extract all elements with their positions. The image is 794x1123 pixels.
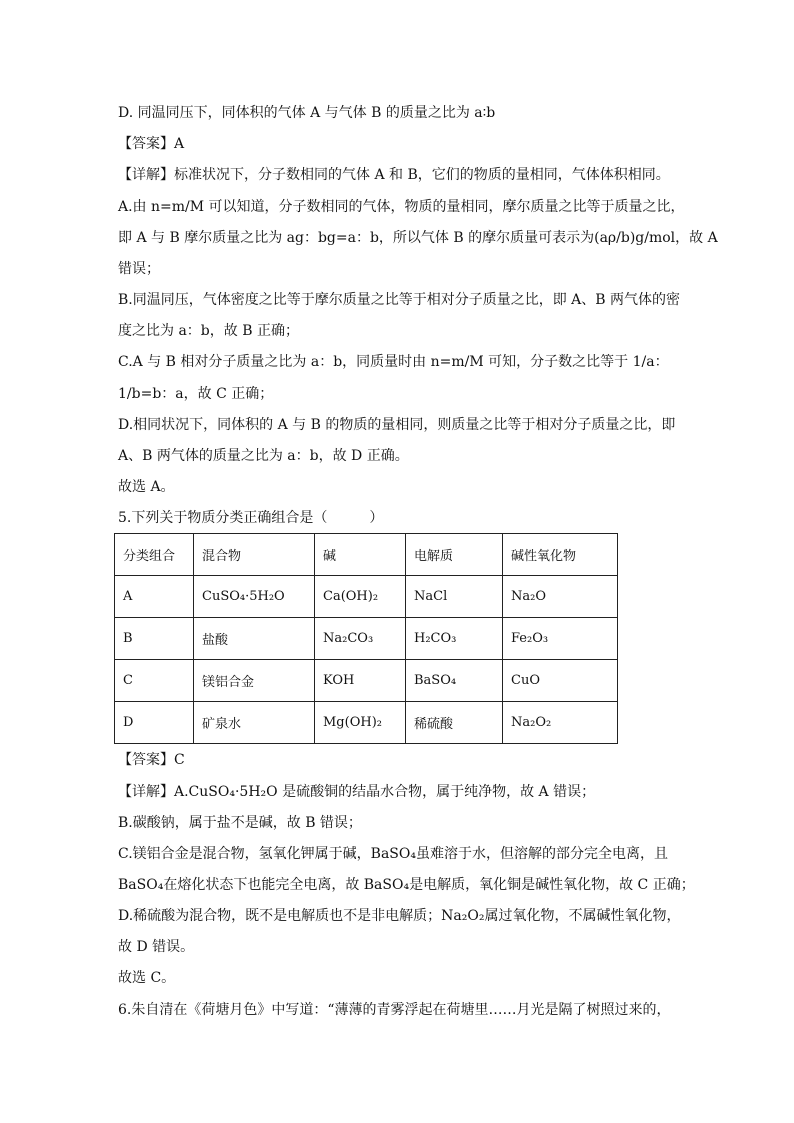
table-header-cell: 碱 [315, 534, 406, 576]
text-line: 1/b=b：a，故 C 正确； [118, 386, 274, 402]
table-row [115, 702, 618, 744]
table-cell: D [115, 702, 194, 744]
text-line: 即 A 与 B 摩尔质量之比为 ag：bg=a：b，所以气体 B 的摩尔质量可表示为(aρ/b)g/mol，故 A [118, 230, 718, 246]
table-cell: Mg(OH)₂ [315, 702, 406, 744]
table-cell: Ca(OH)₂ [315, 576, 406, 618]
table-cell: Na₂CO₃ [315, 618, 406, 660]
text-line: D.相同状况下，同体积的 A 与 B 的物质的量相同，则质量之比等于相对分子质量之比，即 [118, 417, 676, 433]
table-cell: C [115, 660, 194, 702]
text-line: 【详解】标准状况下，分子数相同的气体 A 和 B，它们的物质的量相同，气体体积相同。 [118, 167, 670, 183]
text-line: B.同温同压，气体密度之比等于摩尔质量之比等于相对分子质量之比，即 A、B 两气体的密 [118, 292, 681, 308]
table-cell: A [115, 576, 194, 618]
text-line: 【答案】A [118, 136, 185, 152]
table-header-cell: 碱性氧化物 [503, 534, 618, 576]
table-cell: Na₂O [503, 576, 618, 618]
text-line: 5.下列关于物质分类正确组合是（ ） [118, 510, 384, 526]
text-line: 故 D 错误。 [118, 939, 195, 955]
table-row [115, 660, 618, 702]
text-line: A.由 n=m/M 可以知道，分子数相同的气体，物质的量相同，摩尔质量之比等于质量之比， [118, 199, 685, 215]
text-line: C.A 与 B 相对分子质量之比为 a：b，同质量时由 n=m/M 可知，分子数之比等于 1/a： [118, 354, 669, 370]
table-header-row [115, 534, 618, 576]
table-cell: CuSO₄·5H₂O [194, 576, 315, 618]
text-line: 度之比为 a：b，故 B 正确； [118, 323, 299, 339]
text-line: D.稀硫酸为混合物，既不是电解质也不是非电解质；Na₂O₂属过氧化物，不属碱性氧化物， [118, 908, 681, 924]
table-cell: CuO [503, 660, 618, 702]
text-line: D. 同温同压下，同体积的气体 A 与气体 B 的质量之比为 a∶b [118, 105, 496, 121]
text-line: A、B 两气体的质量之比为 a：b，故 D 正确。 [118, 448, 409, 464]
classification-table [114, 533, 618, 744]
table-cell: B [115, 618, 194, 660]
table-cell: Fe₂O₃ [503, 618, 618, 660]
table-cell: 稀硫酸 [406, 702, 503, 744]
table-cell: H₂CO₃ [406, 618, 503, 660]
table-cell: 镁铝合金 [194, 660, 315, 702]
text-line: 【详解】A.CuSO₄·5H₂O 是硫酸铜的结晶水合物，属于纯净物，故 A 错误； [118, 784, 596, 800]
text-line: 故选 A。 [118, 479, 175, 495]
table-cell: 矿泉水 [194, 702, 315, 744]
text-line: 6.朱自清在《荷塘月色》中写道：“薄薄的青雾浮起在荷塘里……月光是隔了树照过来的， [118, 1002, 671, 1018]
text-line: BaSO₄在熔化状态下也能完全电离，故 BaSO₄是电解质，氧化铜是碱性氧化物，故 C 正确； [118, 877, 695, 893]
table-row [115, 576, 618, 618]
table-row [115, 618, 618, 660]
text-line: B.碳酸钠，属于盐不是碱，故 B 错误； [118, 815, 362, 831]
text-line: 【答案】C [118, 752, 185, 768]
table-cell: NaCl [406, 576, 503, 618]
table-cell: Na₂O₂ [503, 702, 618, 744]
table-cell: BaSO₄ [406, 660, 503, 702]
table-header-cell: 分类组合 [115, 534, 194, 576]
text-line: C.镁铝合金是混合物，氢氧化钾属于碱，BaSO₄虽难溶于水，但溶解的部分完全电离，且 [118, 846, 668, 862]
table-header-cell: 混合物 [194, 534, 315, 576]
text-line: 错误； [118, 261, 160, 277]
table-cell: KOH [315, 660, 406, 702]
table-cell: 盐酸 [194, 618, 315, 660]
text-line: 故选 C。 [118, 970, 176, 986]
table-header-cell: 电解质 [406, 534, 503, 576]
